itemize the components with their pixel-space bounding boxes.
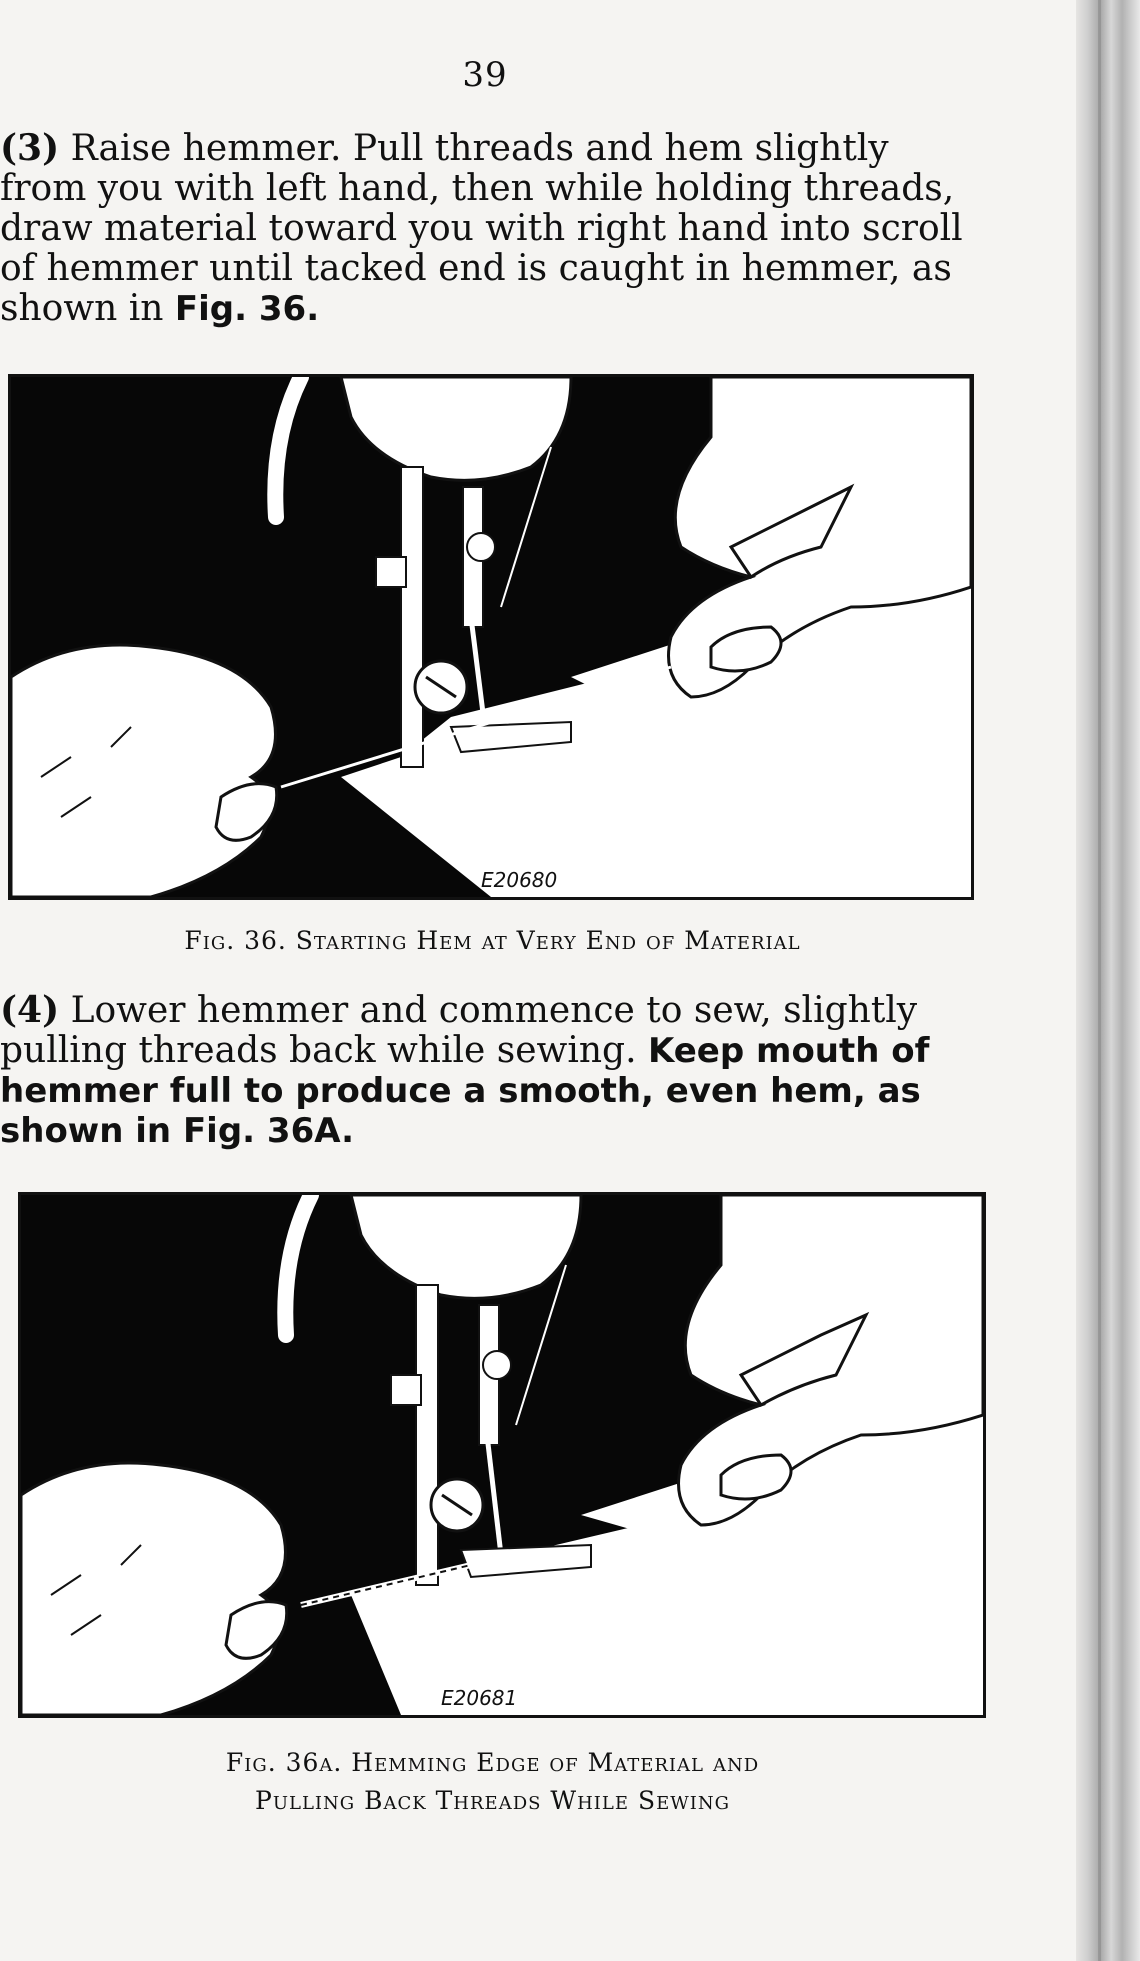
figure-36a-caption-line-2: Pulling Back Threads While Sewing — [255, 1786, 730, 1815]
figure-36a-caption-line-1: Fig. 36a. Hemming Edge of Material and — [225, 1748, 760, 1777]
figure-36a-code: E20681 — [441, 1686, 518, 1710]
figure-36a-caption — [0, 1744, 985, 1820]
step-4-text: Lower hemmer and commence to sew, slightly pulling threads back while sewing. — [0, 990, 918, 1071]
figure-36-illustration — [8, 374, 974, 900]
figure-36-caption: Fig. 36. Starting Hem at Very End of Material — [184, 926, 801, 955]
sewing-hemmer-drawing-2 — [21, 1195, 983, 1715]
instruction-step-4 — [0, 990, 980, 1151]
step-3-number: (3) — [0, 127, 60, 169]
step-3-text: Raise hemmer. Pull threads and hem slightly from you with left hand, then while holding threads, draw material toward you with right hand into scroll of hemmer until tacked end is caught in hemmer, as shown in — [0, 128, 963, 329]
step-3-period: . — [306, 289, 320, 329]
book-binding-edge — [1076, 0, 1140, 1961]
step-4-emphasis: Keep mouth of hemmer full to produce a smooth, even hem, as shown in Fig. 36A. — [0, 1031, 930, 1151]
step-4-number: (4) — [0, 989, 60, 1031]
step-3-figure-reference: Fig. 36 — [174, 289, 307, 329]
figure-36a-illustration — [18, 1192, 986, 1718]
instruction-step-3 — [0, 128, 980, 329]
figure-36-code: E20680 — [481, 868, 558, 892]
page-number: 39 — [462, 55, 508, 95]
sewing-hemmer-drawing — [11, 377, 971, 897]
